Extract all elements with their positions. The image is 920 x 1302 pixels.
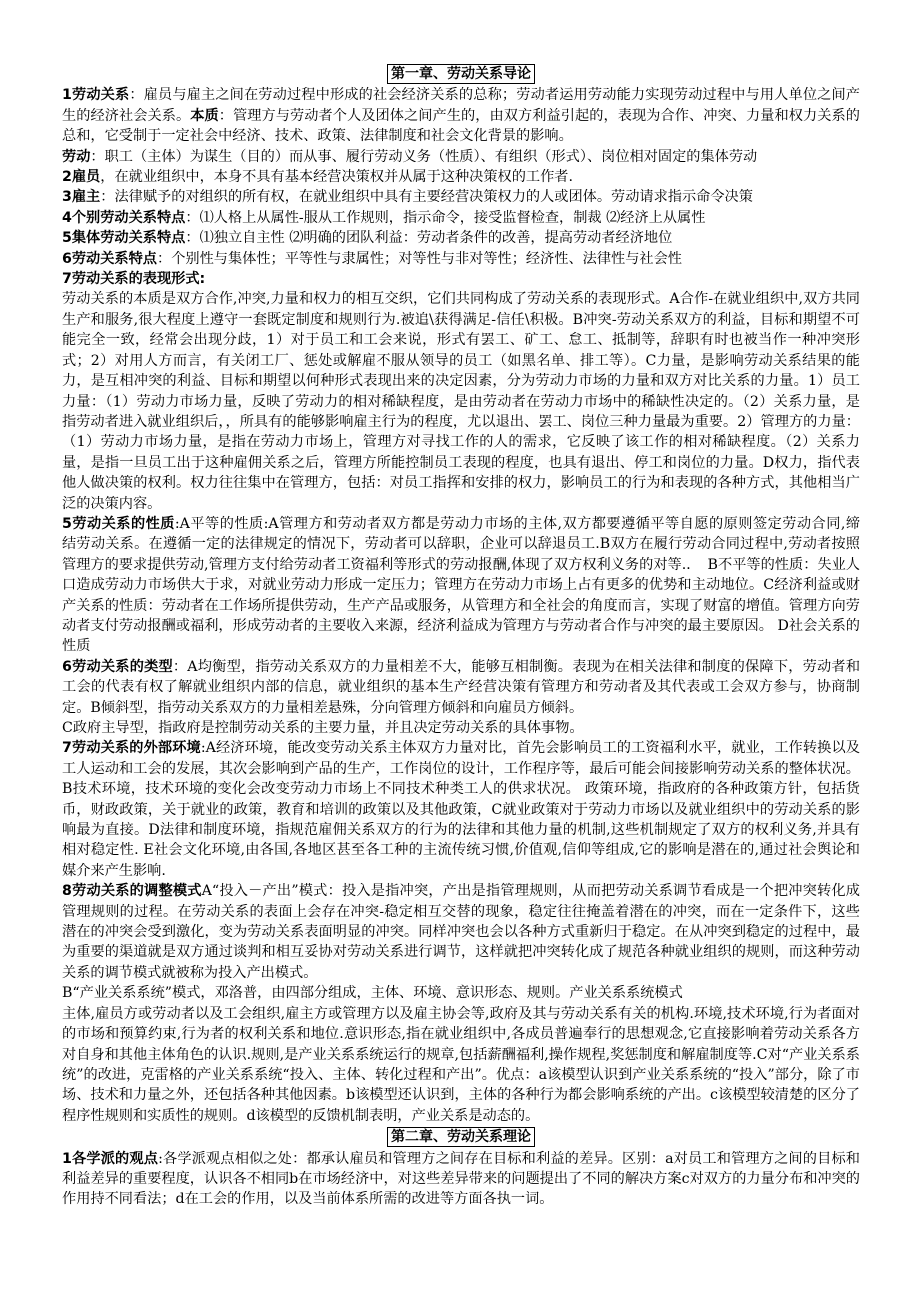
chapter-2-title: 第二章、劳动关系理论 (387, 1127, 535, 1147)
paragraph-labor-relations: 1劳动关系：雇员与雇主之间在劳动过程中形成的社会经济关系的总称；劳动者运用劳动能力实现劳动过程中与用人单位之间产生的经济社会关系。本质：管理方与劳动者个人及团体之间产生的，由双方利益引起的，表现为合作、冲突、力量和权力关系的总和，它受制于一定社会中经济、技术、政策、法律制度和社会文化背景的影响。 (62, 87, 860, 145)
term-labor: 劳动 (62, 148, 91, 165)
term-employer: 3雇主 (62, 189, 101, 206)
paragraph-nature: 5劳动关系的性质:A平等的性质:A管理方和劳动者双方都是劳动力市场的主体,双方都要遵循平等自愿的原则签定劳动合同,缔 结劳动关系。在遵循一定的法律规定的情况下，劳动者可以辞职，企业可以辞退员工.B双方在履行劳动合同过程中,劳动者按照管理方的要求提供劳动,管理方支付给劳动者工资福利等形式的劳动报酬,体现了双方权利义务的对等.． B不平等的性质：失业人口造成劳动力市场供大于求，对就业劳动力形成一定压力；管理方在劳动力市场上占有更多的优势和主动地位。C经济利益或财产关系的性质：劳动者在工作场所提供劳动，生产产品或服务，从管理方和全社会的角度而言，实现了财富的增值。管理方向劳动者支付劳动报酬或福利，形成劳动者的主要收入来源，经济利益成为管理方与劳动者合作与冲突的最主要原因。 D社会关系的性质 (62, 515, 875, 655)
term-employee: 2雇员 (62, 169, 101, 186)
term-essence: 本质 (190, 107, 219, 124)
paragraph-relations-features: 6劳动关系特点：个别性与集体性；平等性与隶属性；对等性与非对等性；经济性、法律性与社会性 (62, 250, 682, 267)
paragraph-adjustment-models: 8劳动关系的调整模式A“投入－产出”模式：投入是指冲突，产出是指管理规则，从而把劳动关系调节看成是一个把冲突转化成管理规则的过程。在劳动关系的表面上会存在冲突-稳定相互交替的现象，稳定往往掩盖着潜在的冲突，而在一定条件下，这些潜在的冲突会受到激化，变为劳动关系表面明显的冲突。同样冲突也会以各种方式重新归于稳定。在从冲突到稳定的过程中，最为重要的渠道就是双方通过谈判和相互妥协对劳动关系进行调节，这样就把冲突转化成了规范各种就业组织的规则，而这种劳动关系的调节模式就被称为投入产出模式。 (62, 883, 860, 981)
paragraph-industrial-system: B“产业关系系统”模式，邓洛普，由四部分组成，主体、环境、意识形态、规则。产业关系系统模式 (62, 985, 683, 1002)
paragraph-employee: 2雇员，在就业组织中，本身不具有基本经营决策权并从属于这种决策权的工作者. (62, 169, 573, 186)
paragraph-government-led: C政府主导型，指政府是控制劳动关系的主要力量，并且决定劳动关系的具体事物。 (62, 720, 584, 736)
term-forms: 7劳动关系的表现形式: (62, 271, 206, 288)
term-relations-features: 6劳动关系特点 (62, 250, 157, 267)
paragraph-collective-relations: 5集体劳动关系特点：⑴独立自主性 ⑵明确的团队利益：劳动者条件的改善，提高劳动者经济地位 (62, 230, 673, 247)
paragraph-individual-relations: 4个别劳动关系特点：⑴人格上从属性-服从工作规则，指示命令，接受监督检查，制裁 ⑵经济上从属性 (62, 209, 706, 226)
paragraph-external-environment: 7劳动关系的外部环境:A经济环境，能改变劳动关系主体双方力量对比，首先会影响员工的工资福利水平，就业，工作转换以及工人运动和工会的发展，其次会影响到产品的生产，工作岗位的设计，工作程序等，最后可能会间接影响劳动关系的整体状况。 B技术环境，技术环境的变化会改变劳动力市场上不同技术种类工人的供求状况。 政策环境，指政府的各种政策方针，包括货币，财政政策，关于就业的政策，教育和培训的政策以及其他政策，C就业政策对于劳动力市场以及就业组织中的劳动关系的影响最为直接。D法律和制度环境，指规范雇佣关系双方的行为的法律和其他力量的机制,这些机制规定了双方的权利义务,并具有相对稳定性. E社会文化环境,由各国,各地区甚至各工种的主流传统习惯,价值观,信仰等组成,它的影响是潜在的,通过社会舆论和媒介来产生影响. (62, 740, 860, 879)
paragraph-labor: 劳动：职工（主体）为谋生（目的）而从事、履行劳动义务（性质）、有组织（形式）、岗位相对固定的集体劳动 (62, 148, 758, 165)
paragraph-industrial-system-body: 主体,雇员方或劳动者以及工会组织,雇主方或管理方以及雇主协会等,政府及其与劳动关系有关的机构.环境,技术环境,行为者面对的市场和预算约束,行为者的权利关系和地位.意识形态,指在就业组织中,各成员普遍奉行的思想观念,它直接影响着劳动关系各方对自身和其他主体角色的认识.规则,是产业关系系统运行的规章,包括薪酬福利,操作规程,奖惩制度和解雇制度等.C对“产业关系系统”的改进，克雷格的产业关系系统“投入、主体、转化过程和产出”。优点：a该模型认识到产业关系系统的“投入”部分，除了市场、技术和力量之外，还包括各种其他因素。b该模型还认识到，主体的各种行为都会影响系统的产出。c该模型较清楚的区分了程序性规则和实质性的规则。d该模型的反馈机制表明，产业关系是动态的。 (62, 1005, 860, 1124)
paragraph-employer: 3雇主：法律赋予的对组织的所有权，在就业组织中具有主要经营决策权力的人或团体。劳动请求指示命令决策 (62, 189, 753, 206)
chapter-1-heading (62, 64, 860, 84)
chapter-2-heading (62, 1127, 860, 1147)
paragraph-types: 6劳动关系的类型：A均衡型，指劳动关系双方的力量相差不大，能够互相制衡。表现为在相关法律和制度的保障下，劳动者和工会的代表有权了解就业组织内部的信息，就业组织的基本生产经营决策有管理方和劳动者及其代表或工会双方参与，协商制定。B倾斜型，指劳动关系双方的力量相差悬殊，分向管理方倾斜和向雇员方倾斜。 (62, 658, 861, 716)
term-types: 6劳动关系的类型 (62, 658, 173, 675)
term-collective-relations: 5集体劳动关系特点 (62, 230, 186, 247)
term-labor-relations: 1劳动关系 (62, 87, 130, 104)
term-nature: 5劳动关系的性质 (62, 515, 175, 532)
term-schools: 1各学派的观点 (62, 1150, 159, 1167)
term-adjustment-models: 8劳动关系的调整模式 (62, 883, 202, 900)
paragraph-forms-body: 劳动关系的本质是双方合作,冲突,力量和权力的相互交织，它们共同构成了劳动关系的表现形式。A合作-在就业组织中,双方共同生产和服务,很大程度上遵守一套既定制度和规则行为.被追\获得满足-信任\积极。B冲突-劳动关系双方的利益，目标和期望不可能完全一致，经常会出现分歧，1）对于员工和工会来说，形式有罢工、矿工、怠工、抵制等，辞职有时也被当作一种冲突形式；2）对用人方而言，有关闭工厂、惩处或解雇不服从领导的员工（如黑名单、排工等）。C力量，是影响劳动关系结果的能力，是互相冲突的利益、目标和期望以何种形式表现出来的决定因素，分为劳动力市场的力量和双方对比关系的力量。1）员工力量：（1）劳动力市场力量，反映了劳动力的相对稀缺程度，是由劳动者在劳动力市场中的稀缺性决定的。（2）关系力量，是指劳动者进入就业组织后，，所具有的能够影响雇主行为的程度，尤以退出、罢工、岗位三种力量最为重要。2）管理方的力量：（1）劳动力市场力量，是指在劳动力市场上，管理方对寻找工作的人的需求，它反映了该工作的相对稀缺程度。（2）关系力量，是指一旦员工出于这种雇佣关系之后，管理方所能控制员工表现的程度，也具有退出、停工和岗位的力量。D权力，指代表他人做决策的权利。权力往往集中在管理方，包括：对员工指挥和安排的权力，影响员工的行为和表现的各种方式，其他相当广泛的决策内容。 (62, 291, 860, 512)
term-external-environment: 7劳动关系的外部环境 (62, 740, 201, 757)
paragraph-forms-heading (62, 269, 860, 289)
paragraph-schools: 1各学派的观点:各学派观点相似之处：都承认雇员和管理方之间存在目标和利益的差异。区别：a对员工和管理方之间的目标和利益差异的重要程度，认识各不相同b在市场经济中，对这些差异带来的问题提出了不同的解决方案c对双方的力量分布和冲突的作用持不同看法；d在工会的作用，以及当前体系所需的改进等方面各执一词。 (62, 1150, 860, 1208)
chapter-1-title: 第一章、劳动关系导论 (387, 64, 535, 84)
term-individual-relations: 4个别劳动关系特点 (62, 209, 186, 226)
